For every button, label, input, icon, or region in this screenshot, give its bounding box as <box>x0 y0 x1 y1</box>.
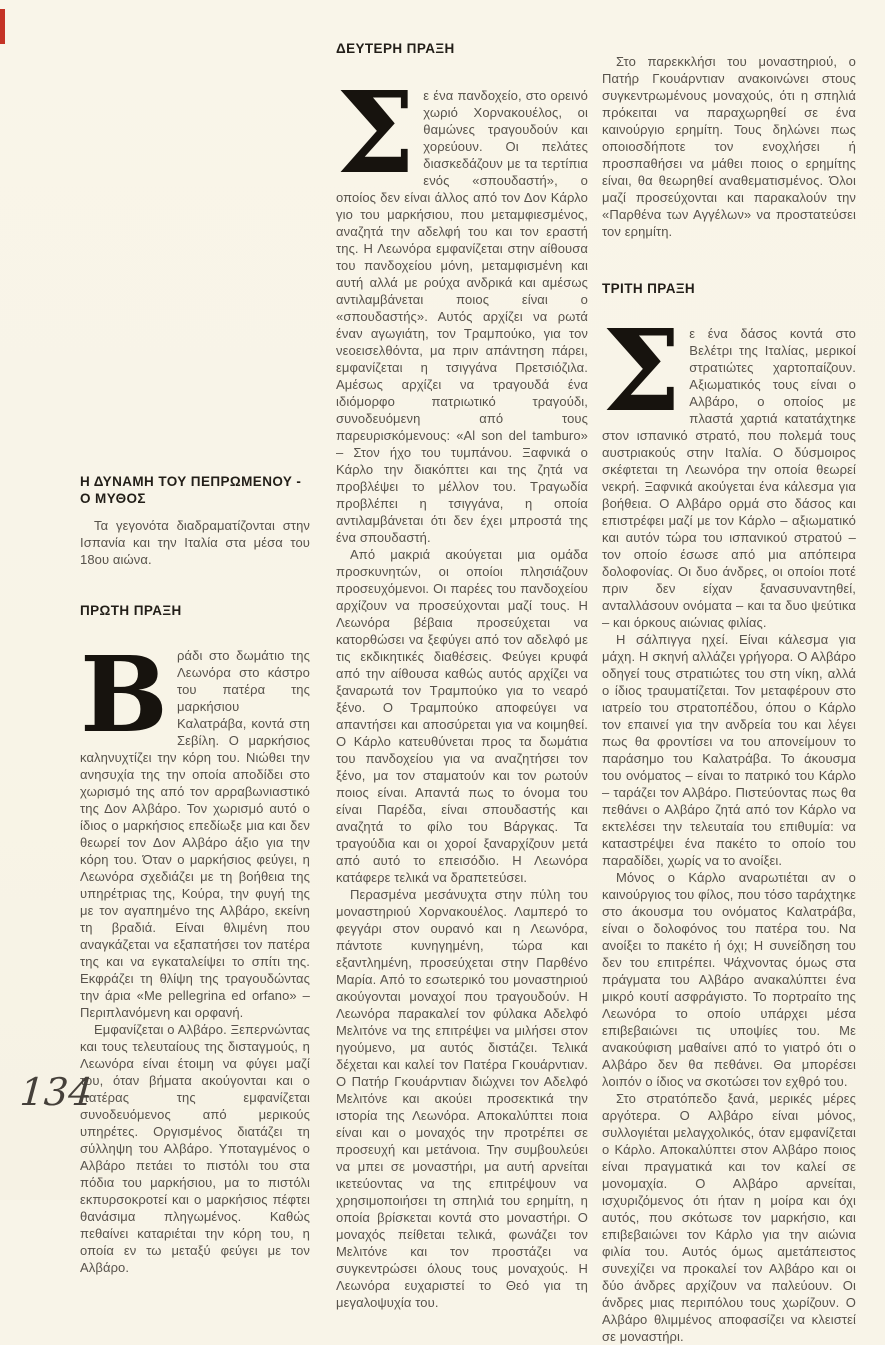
dropcap-beta: Β <box>80 633 169 756</box>
dropcap-sigma-act2: Σ <box>336 68 416 199</box>
column-left <box>80 473 310 1276</box>
act3-paragraph-3: Μόνος ο Κάρλο αναρωτιέται αν ο καινούργιος του φίλος, που τόσο ταράχτηκε στο άκουσμα του ονόματος Καλατράβα, είναι ο δολοφόνος του πατέρα του. Να ανοίξει το πακέτο ή όχι; Η συνείδηση του δεν του επιτρέπει. Ψάχνοντας όμως στα πράγματα του Αλβάρο ανακαλύπτει ένα μικρό κουτί ασφράγιστο. Το πορτραίτο της Λεωνόρα το οποίο υπάρχει μέσα επιβεβαιώνει τις υποψίες του. Με ανακούφιση μαθαίνει από το γιατρό ότι ο Αλβάρο δεν θα πεθάνει. Θα μπορέσει λοιπόν ο ίδιος να σκοτώσει τον εχθρό του. <box>602 870 856 1089</box>
act2-closing-paragraph: Στο παρεκκλήσι του μοναστηριού, ο Πατήρ Γκουάρντιαν ανακοινώνει στους συγκεντρωμένους μοναχούς, ότι η σπηλιά πρόκειται να παραχωρηθεί σε ένα καινούργιο ερημίτη. Τους δηλώνει πως οποιοσδήποτε τον ενοχλήσει ή προσπαθήσει να μάθει ποιος ο ερημίτης είναι, θα θεωρηθεί αναθεματισμένος. Όλοι μαζί προσεύχονται και παρακαλούν την «Παρθένα των Αγγέλων» να προστατεύσει τον ερημίτη. <box>602 54 856 239</box>
myth-heading-line2: Ο ΜΥΘΟΣ <box>80 491 146 506</box>
act1-heading: ΠΡΩΤΗ ΠΡΑΞΗ <box>80 603 182 618</box>
act3-heading: ΤΡΙΤΗ ΠΡΑΞΗ <box>602 281 696 296</box>
act2-paragraph-1 <box>336 68 588 546</box>
act1-paragraph-1 <box>80 633 310 1021</box>
act2-heading: ΔΕΥΤΕΡΗ ΠΡΑΞΗ <box>336 41 455 56</box>
myth-heading-line1: Η ΔΥΝΑΜΗ ΤΟΥ ΠΕΠΡΩΜΕΝΟΥ - <box>80 474 302 489</box>
myth-intro-paragraph: Τα γεγονότα διαδραματίζονται στην Ισπανία και την Ιταλία στα μέσα του 18ου αιώνα. <box>80 518 310 567</box>
act3-paragraph-1-text: ε ένα δάσος κοντά στο Βελέτρι της Ιταλίας, μερικοί στρατιώτες χαρτοπαίζουν. Αξιωματικός τους είναι ο Αλβάρο, ο οποίος με πλαστά χαρτιά κατατάχτηκε στον ισπανικό στρατό, που πολεμά τους αυστριακούς στην Ιταλία. Ο δύσμοιρος σκέφτεται τη Λεωνόρα την οποία θεωρεί νεκρή. Ξαφνικά ακούγεται ένα κάλεσμα για βοήθεια. Ο Αλβάρο ορμά στο δάσος και επιστρέφει μαζί με τον Κάρλο – αξιωματικό και αυτόν τώρα του ισπανικού στρατού – τον οποίο έσωσε από μια απόπειρα δολοφονίας. Οι δυο άνδρες, οι οποίοι ποτέ πριν δεν είχαν ξανασυναντηθεί, ανταλλάσουν ονόματα – και τα δυο ψεύτικα – και όρκους αιώνιας φιλίας. <box>602 326 856 630</box>
act2-paragraph-1-text: ε ένα πανδοχείο, στο ορεινό χωριό Χορνακουέλος, οι θαμώνες τραγουδούν και χορεύουν. Οι πελάτες διασκεδάζουν με τα τερτίπια ενός «σπουδαστή», ο οποίος δεν είναι άλλος από τον Δον Κάρλο γιο του μαρκήσιου, που μεταμφιεσμένος, αναζητά την αδελφή του και τον εραστή της. Η Λεωνόρα εμφανίζεται στην αίθουσα του πανδοχείου μόνη, μεταμφισμένη και αυτή αλλά με ρούχα ανδρικά και αμέσως αντιλαμβάνεται ποιος είναι ο «σπουδαστής». Αυτός αρχίζει να ρωτά έναν αγωγιάτη, τον Τραμπούκο, για τον νεοεισελθόντα, μα πριν απάντηση πάρει, εμφανίζεται η τσιγγάνα Πρετσιόζιλα. Αμέσως αρχίζει να τραγουδά ένα ιδιόμορφο πατριωτικό τραγούδι, συνοδευόμενη από τους παρευρισκόμενους: «Al son del tamburo» – Στον ήχο του τυμπάνου. Ξαφνικά ο Κάρλο την διακόπτει και της ζητά να προβλέψει το μέλλον του. Τραγωδία προβλέπει η τσιγγάνα, η οποία αντιλαμβάνεται ότι δεν έχει μπροστά της ένα σπουδαστή. <box>336 88 588 545</box>
dropcap-sigma-act3: Σ <box>602 306 682 437</box>
act3-paragraph-2: Η σάλπιγγα ηχεί. Είναι κάλεσμα για μάχη. Η σκηνή αλλάζει γρήγορα. Ο Αλβάρο οδηγεί τους στρατιώτες του στη νίκη, αλλά ο ίδιος τραυματίζεται. Τον μεταφέρουν στο ιατρείο του στρατοπέδου, όπου ο Κάρλο τον επαινεί για την ανδρεία του και λέγει πως θα φροντίσει να του απονείμουν το παράσημο του Καλατράβα. Το άκουσμα του ονόματος – είναι το πατρικό του Κάρλο – ταράζει τον Αλβάρο. Πιστεύοντας πως θα πεθάνει ο Αλβάρο ζητά από τον Κάρλο να εκτελέσει την τελευταία του επιθυμία: να καταστρέψει ένα πακέτο το οποίο του παραδίδει, χωρίς να το ανοίξει. <box>602 632 856 868</box>
column-middle <box>336 40 588 1311</box>
page-number: 134 <box>18 1070 95 1114</box>
act1-paragraph-1-text: ράδι στο δωμάτιο της Λεωνόρα στο κάστρο του πατέρα της μαρκήσιου Καλατράβα, κοντά στη Σεβίλη. Ο μαρκήσιος καληνυχτίζει την κόρη του. Νιώθει την ανησυχία της την οποία αποδίδει στο χωρισμό της από τον αρραβωνιαστικό της Δον Αλβάρο. Τον χωρισμό αυτό ο ίδιος ο μαρκήσιος επεδίωξε μια και δεν θεωρεί τον Δον Αλβάρο άξιο για την κόρη του. Όταν ο μαρκήσιος φεύγει, η Λεωνόρα σχεδιάζει με τη βοήθεια της υπηρέτριας της, Κούρα, την φυγή της με τον αγαπημένο της Αλβάρο, εκείνη τη βραδιά. Είναι θλιμένη που αναγκάζεται να εξαπατήσει τον πατέρα της και να εγκαταλείψει το σπίτι της. Εκφράζει τη θλίψη της τραγουδώντας την άρια «Me pellegrina ed orfano» – Περιπλανόμενη και ορφανή. <box>80 648 310 1020</box>
column-right <box>602 53 856 1345</box>
act2-paragraph-3: Περασμένα μεσάνυχτα στην πύλη του μοναστηριού Χορνακουέλος. Λαμπερό το φεγγάρι στον ουρανό και η Λεωνόρα, πάντοτε κυνηγημένη, τώρα και εξαντλημένη, προσεύχεται στην Παρθένο Μαρία. Από το εσωτερικό του μοναστηριού ακούγονται μοναχοί που τραγουδούν. Η Λεωνόρα παρακαλεί τον φύλακα Αδελφό Μελιτόνε να της επιτρέψει να μιλήσει στον ηγούμενο, μα αυτός διστάζει. Τελικά δέχεται και καλεί τον Πατέρα Γκουάρντιαν. Ο Πατήρ Γκουάρντιαν διώχνει τον Αδελφό Μελιτόνε και ακούει προσεκτικά την ιστορία της Λεωνόρα. Αποκαλύπτει ποια είναι και ο μοναχός την προτρέπει σε προσευχή και μετάνοια. Την συμβουλεύει να μπει σε μοναστήρι, μα αυτή αρνείται ικετεύοντας να της επιτρέψουν να χρησιμοποιήσει τη σπηλιά του ερημίτη, η οποία βρίσκεται κοντά στο μοναστήρι. Ο μοναχός πείθεται τελικά, φωνάζει τον Μελιτόνε και τον προστάζει να συγκεντρώσει όλους τους μοναχούς. Η Λεωνόρα ευχαριστεί το Θεό για τη μεγαλοψυχία του. <box>336 887 588 1310</box>
act1-paragraph-2: Εμφανίζεται ο Αλβάρο. Ξεπερνώντας και τους τελευταίους της δισταγμούς, η Λεωνόρα είναι έτοιμη να φύγει μαζί του, όταν βήματα ακούγονται και ο πατέρας της εμφανίζεται συνοδευόμενος από μερικούς υπηρέτες. Οργισμένος διατάζει τη σύλληψη του Αλβάρο. Υποταγμένος ο Αλβάρο πετάει το πιστόλι του στα πόδια του μαρκήσιου, μα το πιστόλι εκπυρσοκροτεί και ο μαρκήσιος πέφτει θανάσιμα πληγωμένος. Καθώς πεθαίνει καταριέται την κόρη του, η οποία εν τω μεταξύ φεύγει με τον Αλβάρο. <box>80 1022 310 1275</box>
act2-paragraph-2: Από μακριά ακούγεται μια ομάδα προσκυνητών, οι οποίοι πλησιάζουν προσευχόμενοι. Οι παρέες του πανδοχείου αρχίζουν να προσεύχονται μαζί τους. Η Λεωνόρα βέβαια προσεύχεται να κατορθώσει να ξεφύγει από τον αδελφό με τις εκδικητικές διαθέσεις. Φεύγει κρυφά από την αίθουσα καθώς αυτός αρχίζει να ξαναρωτά τον Τραμπούκο για το νεαρό ξένο. Ο Τραμπούκο αποφεύγει να απαντήσει και αποσύρεται για να κοιμηθεί. Ο Κάρλο κατευθύνεται προς τα δωμάτια του πανδοχείου για να αναζητήσει τον ξένο, μα τον σταματούν και τον ρωτούν ποιος είναι. Απαντά πως το όνομα του είναι Παρέδα, είναι σπουδαστής και αναζητά το φίλο του Βάργκας. Τα τραγούδια και οι χοροί ξαναρχίζουν μετά από αυτό το επεισόδιο. Η Λεωνόρα κατάφερε τελικά να δραπετεύσει. <box>336 547 588 885</box>
act3-paragraph-4: Στο στρατόπεδο ξανά, μερικές μέρες αργότερα. Ο Αλβάρο είναι μόνος, συλλογιέται μελαγχολικός, όταν εμφανίζεται ο Κάρλο. Αποκαλύπτει στον Αλβάρο ποιος είναι πραγματικά και τον καλεί σε μονομαχία. Ο Αλβάρο αρνείται, ισχυριζόμενος ότι ήταν η μοίρα και όχι αυτός, που σκότωσε τον μαρκήσιο, και επιβεβαιώνει τον Κάρλο για την αιώνια φιλία του. Αυτός όμως αμετάπειστος συνεχίζει να προκαλεί τον Αλβάρο και οι δύο άνδρες αρχίζουν να παλεύουν. Οι άνδρες μιας περιπόλου τους χωρίζουν. Ο Αλβάρο θλιμμένος αποφασίζει να κλειστεί σε μοναστήρι. <box>602 1091 856 1344</box>
act3-paragraph-1 <box>602 306 856 631</box>
red-registration-mark <box>0 9 5 44</box>
